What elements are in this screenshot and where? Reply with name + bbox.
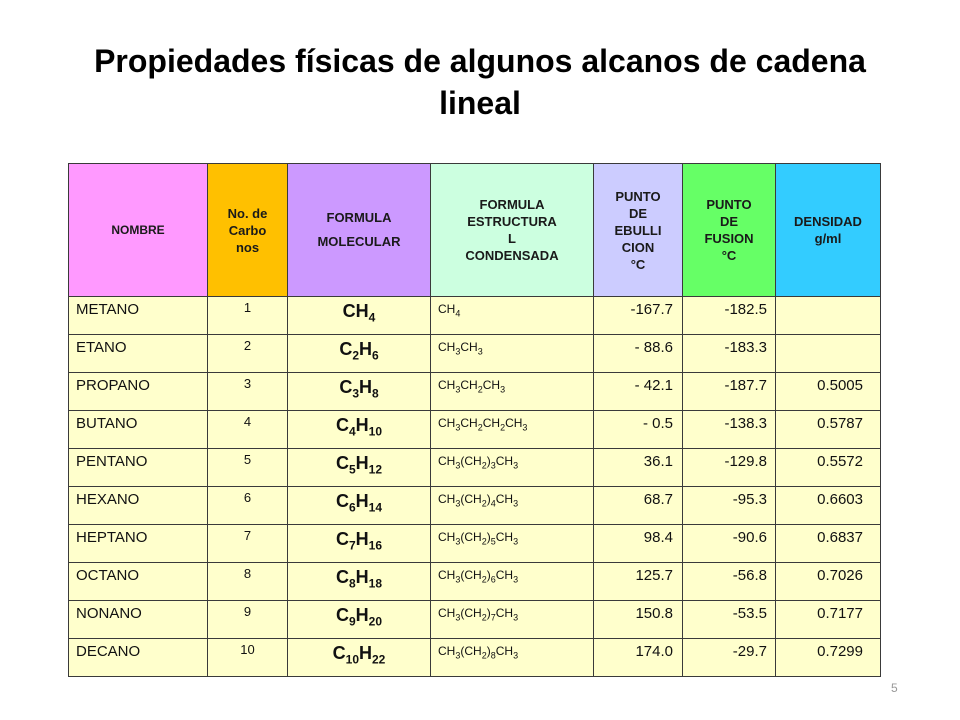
cell-estructural (431, 411, 594, 449)
alkanes-properties-table (68, 163, 881, 677)
cell-estructural (431, 449, 594, 487)
formula-text: CH (438, 644, 456, 658)
cell-nombre: NONANO (69, 601, 208, 639)
formula-subscript: 6 (490, 574, 496, 585)
formula-subscript: 4 (455, 308, 461, 319)
formula-text: CH (495, 568, 514, 582)
cell-densidad: 0.5572 (776, 449, 881, 487)
cell-carbonos: 8 (208, 563, 288, 601)
formula-text: H (355, 605, 369, 625)
cell-molecular (288, 639, 431, 677)
cell-fusion: -90.6 (683, 525, 776, 563)
cell-carbonos: 1 (208, 297, 288, 335)
cell-molecular (288, 411, 431, 449)
header-line: CONDENSADA (465, 248, 559, 263)
header-molecular (288, 164, 431, 297)
formula-subscript: 2 (352, 348, 359, 363)
formula-subscript: 2 (481, 460, 487, 471)
formula-text: ) (486, 454, 491, 468)
formula-text: CH (482, 416, 501, 430)
table-row (69, 487, 881, 525)
table-row (69, 335, 881, 373)
formula-subscript: 7 (348, 538, 356, 553)
cell-molecular (288, 487, 431, 525)
cell-fusion: -129.8 (683, 449, 776, 487)
table-row (69, 525, 881, 563)
formula-text: (CH (460, 568, 482, 582)
cell-carbonos: 5 (208, 449, 288, 487)
formula-text: H (359, 643, 372, 663)
cell-molecular (288, 601, 431, 639)
cell-nombre: PROPANO (69, 373, 208, 411)
formula-text: CH (438, 340, 456, 354)
header-line: PUNTO (615, 188, 661, 204)
cell-fusion: -182.5 (683, 297, 776, 335)
formula-subscript: 3 (513, 574, 519, 585)
header-line: DE (719, 214, 739, 229)
cell-fusion: -53.5 (683, 601, 776, 639)
formula-text: (CH (460, 530, 482, 544)
formula-text: CH (438, 530, 456, 544)
formula-text: C (335, 491, 349, 511)
cell-estructural (431, 601, 594, 639)
formula-subscript: 2 (481, 574, 487, 585)
formula-text: C (335, 453, 349, 473)
formula-subscript: 3 (455, 612, 461, 623)
formula-text: H (355, 529, 369, 549)
header-line: Carbo (228, 222, 267, 238)
cell-nombre: ETANO (69, 335, 208, 373)
formula-subscript: 3 (455, 574, 461, 585)
formula-text: H (355, 415, 369, 435)
slide-title (0, 40, 960, 124)
cell-ebullicion: -167.7 (594, 297, 683, 335)
formula-text: ) (486, 606, 491, 620)
formula-subscript: 3 (455, 650, 461, 661)
formula-subscript: 18 (368, 576, 383, 591)
header-line: FUSION (704, 231, 754, 246)
cell-molecular (288, 297, 431, 335)
cell-ebullicion: 68.7 (594, 487, 683, 525)
cell-carbonos: 10 (208, 639, 288, 677)
formula-subscript: 3 (513, 612, 519, 623)
cell-carbonos: 4 (208, 411, 288, 449)
header-line: °C (630, 256, 646, 272)
formula-subscript: 4 (348, 424, 356, 439)
header-line: DENSIDAD (794, 214, 862, 229)
formula-text: CH (460, 416, 478, 430)
cell-densidad: 0.6837 (776, 525, 881, 563)
formula-subscript: 3 (455, 422, 461, 433)
formula-text: ) (486, 644, 491, 658)
formula-subscript: 2 (481, 650, 487, 661)
cell-nombre: BUTANO (69, 411, 208, 449)
cell-nombre: HEXANO (69, 487, 208, 525)
formula-text: H (355, 491, 369, 511)
cell-ebullicion: - 88.6 (594, 335, 683, 373)
cell-fusion: -187.7 (683, 373, 776, 411)
cell-estructural (431, 297, 594, 335)
formula-subscript: 2 (481, 536, 487, 547)
formula-text: CH (505, 416, 523, 430)
formula-text: ) (486, 568, 491, 582)
cell-densidad: 0.5787 (776, 411, 881, 449)
cell-estructural (431, 335, 594, 373)
formula-text: CH (438, 302, 456, 316)
formula-text: CH (438, 378, 456, 392)
cell-molecular (288, 335, 431, 373)
cell-nombre: HEPTANO (69, 525, 208, 563)
table-row (69, 411, 881, 449)
cell-molecular (288, 525, 431, 563)
formula-subscript: 8 (372, 386, 379, 401)
table-header (69, 164, 881, 297)
cell-ebullicion: 150.8 (594, 601, 683, 639)
header-densidad (776, 164, 881, 297)
cell-carbonos: 9 (208, 601, 288, 639)
cell-carbonos: 6 (208, 487, 288, 525)
formula-text: CH (438, 568, 456, 582)
header-line: g/ml (814, 231, 842, 246)
formula-subscript: 4 (490, 498, 496, 509)
formula-text: CH (438, 416, 456, 430)
header-line: FORMULA (479, 197, 545, 212)
formula-text: H (359, 339, 372, 359)
formula-text: CH (460, 378, 478, 392)
header-line: NOMBRE (111, 222, 165, 237)
formula-text: (CH (460, 492, 482, 506)
formula-text: CH (482, 378, 501, 392)
formula-subscript: 3 (513, 650, 519, 661)
formula-subscript: 9 (348, 614, 356, 629)
cell-nombre: DECANO (69, 639, 208, 677)
header-ebullicion (594, 164, 683, 297)
header-line: °C (721, 248, 737, 263)
table-row (69, 601, 881, 639)
header-line: L (508, 231, 516, 246)
formula-subscript: 16 (368, 538, 383, 553)
formula-subscript: 3 (455, 498, 461, 509)
header-fusion (683, 164, 776, 297)
formula-text: CH (495, 492, 514, 506)
formula-subscript: 2 (477, 422, 483, 433)
formula-subscript: 5 (490, 536, 496, 547)
formula-text: C (335, 567, 349, 587)
header-line: ESTRUCTURA (467, 214, 557, 229)
formula-text: CH (495, 606, 514, 620)
formula-text: CH (342, 301, 369, 321)
cell-densidad: 0.7177 (776, 601, 881, 639)
cell-fusion: -95.3 (683, 487, 776, 525)
formula-text: CH (438, 492, 456, 506)
formula-text: C (332, 643, 346, 663)
formula-text: H (359, 377, 372, 397)
formula-subscript: 3 (522, 422, 528, 433)
header-line: PUNTO (706, 197, 752, 212)
formula-subscript: 10 (345, 652, 359, 667)
cell-carbonos: 7 (208, 525, 288, 563)
header-line: nos (235, 239, 260, 255)
formula-subscript: 6 (348, 500, 356, 515)
cell-nombre: METANO (69, 297, 208, 335)
slide-title-line: Propiedades físicas de algunos alcanos de cadena (94, 43, 866, 79)
formula-text: C (339, 377, 353, 397)
formula-subscript: 3 (352, 386, 359, 401)
table-body (69, 297, 881, 677)
header-line: CION (621, 239, 655, 255)
cell-carbonos: 3 (208, 373, 288, 411)
formula-text: ) (486, 492, 491, 506)
formula-text: (CH (460, 644, 482, 658)
formula-subscript: 22 (372, 652, 386, 667)
cell-densidad: 0.5005 (776, 373, 881, 411)
formula-subscript: 2 (500, 422, 506, 433)
formula-subscript: 3 (513, 536, 519, 547)
formula-subscript: 8 (348, 576, 356, 591)
page-number: 5 (891, 681, 898, 695)
formula-text: CH (495, 454, 514, 468)
formula-subscript: 14 (368, 500, 383, 515)
formula-subscript: 4 (368, 310, 376, 325)
cell-estructural (431, 639, 594, 677)
cell-molecular (288, 373, 431, 411)
header-row (69, 164, 881, 297)
header-line: DE (628, 205, 648, 221)
cell-estructural (431, 487, 594, 525)
formula-text: CH (495, 644, 514, 658)
cell-fusion: -56.8 (683, 563, 776, 601)
header-line: FORMULA (326, 210, 392, 225)
slide-title-line: lineal (439, 85, 521, 121)
cell-densidad: 0.7026 (776, 563, 881, 601)
formula-subscript: 20 (368, 614, 383, 629)
cell-ebullicion: 125.7 (594, 563, 683, 601)
formula-text: ) (486, 530, 491, 544)
table-row (69, 563, 881, 601)
cell-densidad: 0.6603 (776, 487, 881, 525)
formula-subscript: 12 (368, 462, 383, 477)
formula-subscript: 8 (490, 650, 496, 661)
header-nombre (69, 164, 208, 297)
formula-subscript: 3 (513, 498, 519, 509)
formula-subscript: 3 (455, 346, 461, 357)
formula-subscript: 2 (477, 384, 483, 395)
cell-densidad (776, 297, 881, 335)
cell-molecular (288, 563, 431, 601)
formula-text: CH (438, 606, 456, 620)
formula-subscript: 10 (368, 424, 383, 439)
formula-subscript: 2 (481, 612, 487, 623)
cell-fusion: -138.3 (683, 411, 776, 449)
cell-ebullicion: 174.0 (594, 639, 683, 677)
formula-text: CH (460, 340, 478, 354)
cell-estructural (431, 525, 594, 563)
cell-fusion: -183.3 (683, 335, 776, 373)
cell-estructural (431, 563, 594, 601)
formula-subscript: 7 (490, 612, 496, 623)
formula-text: C (339, 339, 353, 359)
formula-subscript: 3 (500, 384, 506, 395)
formula-text: (CH (460, 454, 482, 468)
formula-text: H (355, 453, 369, 473)
table-row (69, 449, 881, 487)
cell-estructural (431, 373, 594, 411)
formula-text: C (335, 605, 349, 625)
formula-text: CH (495, 530, 514, 544)
cell-nombre: OCTANO (69, 563, 208, 601)
table-row (69, 297, 881, 335)
formula-text: C (335, 415, 349, 435)
cell-molecular (288, 449, 431, 487)
formula-subscript: 3 (490, 460, 496, 471)
cell-carbonos: 2 (208, 335, 288, 373)
formula-subscript: 6 (372, 348, 379, 363)
cell-densidad (776, 335, 881, 373)
formula-subscript: 3 (455, 384, 461, 395)
cell-ebullicion: - 42.1 (594, 373, 683, 411)
formula-text: C (335, 529, 349, 549)
formula-subscript: 5 (348, 462, 356, 477)
formula-subscript: 2 (481, 498, 487, 509)
cell-fusion: -29.7 (683, 639, 776, 677)
header-estructural (431, 164, 594, 297)
header-line: MOLECULAR (317, 234, 401, 249)
formula-subscript: 3 (455, 536, 461, 547)
header-carbonos (208, 164, 288, 297)
formula-subscript: 3 (513, 460, 519, 471)
header-line: EBULLI (614, 222, 662, 238)
table-row (69, 639, 881, 677)
formula-subscript: 3 (455, 460, 461, 471)
cell-ebullicion: - 0.5 (594, 411, 683, 449)
table-row (69, 373, 881, 411)
cell-ebullicion: 36.1 (594, 449, 683, 487)
header-line: No. de (227, 205, 268, 221)
formula-text: (CH (460, 606, 482, 620)
formula-text: H (355, 567, 369, 587)
formula-subscript: 3 (477, 346, 483, 357)
cell-ebullicion: 98.4 (594, 525, 683, 563)
cell-densidad: 0.7299 (776, 639, 881, 677)
formula-text: CH (438, 454, 456, 468)
cell-nombre: PENTANO (69, 449, 208, 487)
